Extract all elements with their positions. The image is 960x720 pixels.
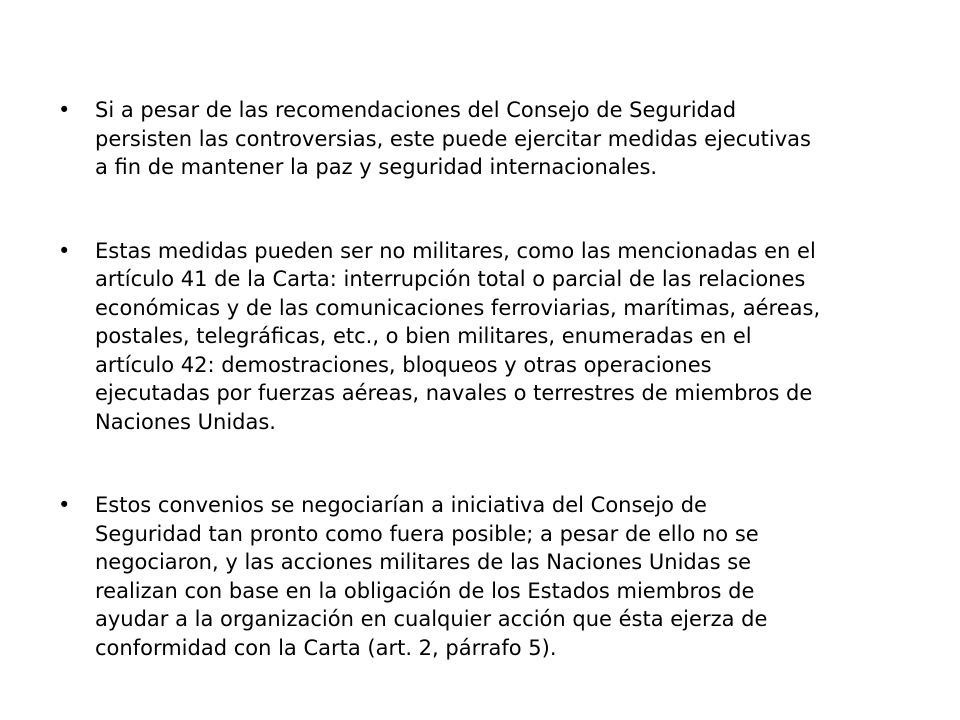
bullet-text	[95, 96, 920, 182]
text-line: persisten las controversias, este puede ejercitar medidas ejecutivas	[95, 126, 811, 151]
text-line: económicas y de las comunicaciones ferroviarias, marítimas, aéreas,	[95, 295, 821, 320]
text-line: Seguridad tan pronto como fuera posible; a pesar de ello no se	[95, 521, 759, 546]
text-line: postales, telegráficas, etc., o bien militares, enumeradas en el	[95, 324, 752, 348]
text-line: ayudar a la organización en cualquier acción que ésta ejerza de	[95, 607, 768, 631]
bullet-item	[58, 96, 918, 182]
bullet-text	[95, 491, 920, 662]
text-line: realizan con base en la obligación de los Estados miembros de	[95, 578, 755, 603]
bullet-list	[58, 96, 918, 662]
text-line: Si a pesar de las recomendaciones del Consejo de Seguridad	[95, 98, 737, 122]
text-line: ejecutadas por fuerzas aéreas, navales o terrestres de miembros de	[95, 381, 813, 405]
text-line: Naciones Unidas.	[95, 409, 276, 434]
bullet-item	[58, 491, 918, 662]
text-line: a fin de mantener la paz y seguridad internacionales.	[95, 155, 658, 179]
text-line: negociaron, y las acciones militares de las Naciones Unidas se	[95, 550, 752, 574]
bullet-dot-icon: •	[58, 98, 71, 122]
bullet-dot-icon: •	[58, 238, 71, 263]
text-line: conformidad con la Carta (art. 2, párrafo 5).	[95, 635, 557, 660]
bullet-text	[95, 237, 920, 437]
text-line: artículo 42: demostraciones, bloqueos y otras operaciones	[95, 352, 712, 377]
text-line: Estos convenios se negociarían a iniciativa del Consejo de	[95, 493, 707, 517]
text-line: artículo 41 de la Carta: interrupción total o parcial de las relaciones	[95, 267, 806, 291]
bullet-dot-icon: •	[58, 493, 71, 517]
text-line: Estas medidas pueden ser no militares, como las mencionadas en el	[95, 238, 816, 263]
bullet-item	[58, 237, 918, 437]
